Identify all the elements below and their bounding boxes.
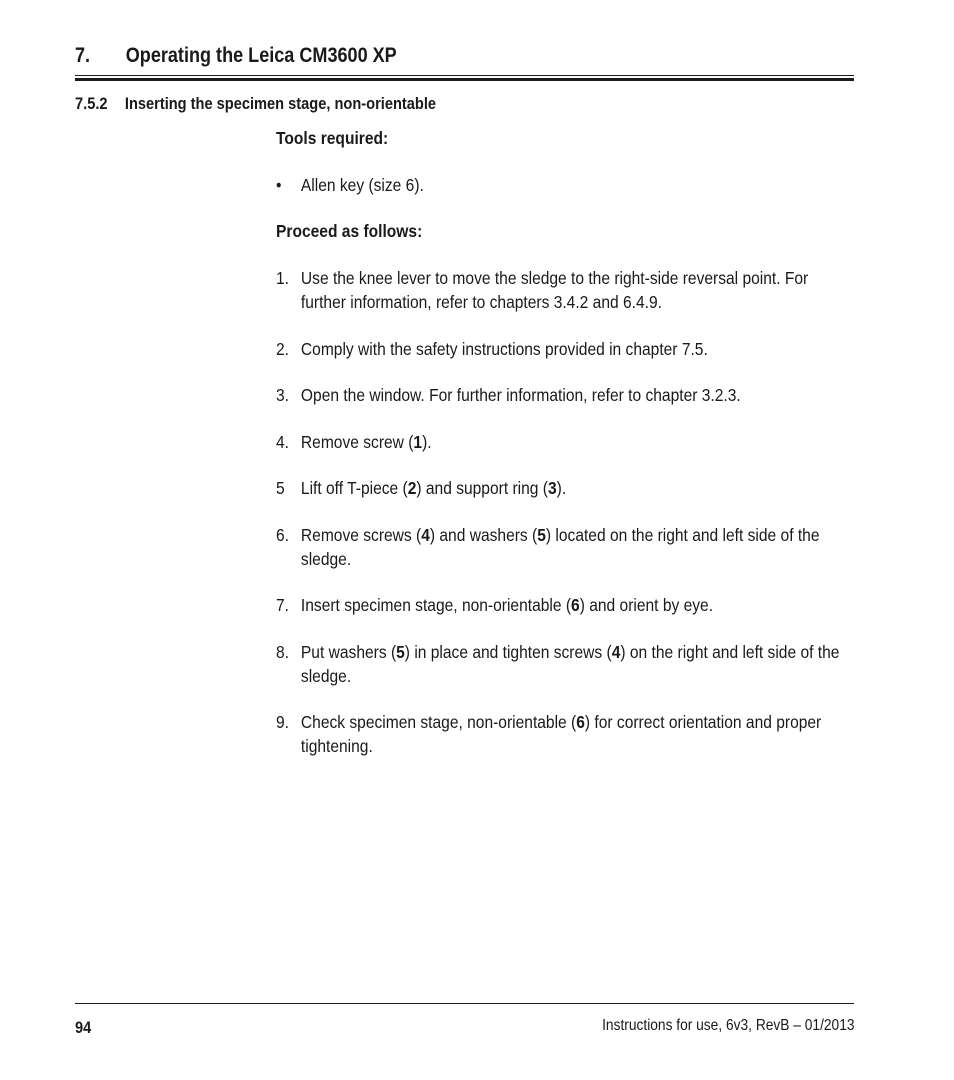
step-number: 3. bbox=[276, 385, 290, 405]
chapter-number: 7. bbox=[75, 44, 91, 67]
chapter-header bbox=[75, 44, 745, 68]
step-item bbox=[276, 593, 855, 617]
callout-number: 2 bbox=[407, 478, 417, 498]
step-text: Remove screw (1). bbox=[300, 431, 432, 452]
bullet-marker: • bbox=[276, 175, 282, 195]
step-number: 4. bbox=[276, 431, 290, 452]
tools-list-item bbox=[276, 173, 855, 197]
step-number: 2. bbox=[276, 338, 290, 359]
procedure-heading: Proceed as follows: bbox=[276, 221, 423, 241]
callout-number: 4 bbox=[611, 641, 621, 662]
step-text: Open the window. For further information, refer to chapter 3.2.3. bbox=[300, 385, 741, 405]
procedure-steps bbox=[276, 266, 855, 758]
step-item bbox=[276, 383, 855, 407]
section-number: 7.5.2 bbox=[75, 94, 108, 113]
main-content bbox=[276, 126, 854, 758]
step-text: Put washers (5) in place and tighten screws (4) on the right and left side of the sledge. bbox=[300, 641, 840, 686]
step-item bbox=[276, 266, 855, 314]
footer-rule bbox=[75, 1003, 854, 1004]
step-number: 9. bbox=[276, 712, 290, 732]
section-heading bbox=[75, 94, 436, 114]
step-item bbox=[276, 476, 855, 500]
step-text: Comply with the safety instructions provided in chapter 7.5. bbox=[300, 338, 708, 359]
step-item bbox=[276, 710, 855, 758]
step-item bbox=[276, 523, 855, 571]
step-number: 5 bbox=[276, 478, 285, 498]
step-item bbox=[276, 337, 855, 361]
footer-document-info: Instructions for use, 6v3, RevB – 01/2013 bbox=[601, 1017, 854, 1034]
step-item bbox=[276, 640, 855, 688]
callout-number: 6 bbox=[576, 712, 585, 732]
callout-number: 6 bbox=[571, 595, 580, 615]
step-text: Remove screws (4) and washers (5) located on the right and left side of the sledge. bbox=[300, 524, 820, 569]
step-number: 1. bbox=[276, 268, 290, 288]
tools-list bbox=[276, 173, 855, 197]
step-text: Lift off T-piece (2) and support ring (3). bbox=[300, 478, 567, 498]
page-number: 94 bbox=[75, 1018, 92, 1037]
step-text: Use the knee lever to move the sledge to the right-side reversal point. For further information, refer to chapters 3.4.2 and 6.4.9. bbox=[300, 268, 809, 312]
callout-number: 3 bbox=[547, 478, 557, 498]
step-text: Insert specimen stage, non-orientable (6) and orient by eye. bbox=[300, 595, 714, 615]
callout-number: 1 bbox=[413, 431, 423, 452]
callout-number: 5 bbox=[396, 641, 405, 662]
chapter-title: Operating the Leica CM3600 XP bbox=[125, 44, 397, 67]
step-item bbox=[276, 430, 855, 454]
section-title: Inserting the specimen stage, non-orientable bbox=[124, 94, 437, 113]
step-number: 8. bbox=[276, 641, 290, 662]
tools-heading: Tools required: bbox=[276, 128, 389, 148]
tools-item-text: Allen key (size 6). bbox=[300, 175, 424, 195]
header-rule-thick bbox=[75, 78, 854, 81]
step-number: 6. bbox=[276, 524, 290, 545]
header-rule-thin bbox=[75, 75, 854, 76]
callout-number: 5 bbox=[537, 524, 546, 545]
step-text: Check specimen stage, non-orientable (6) for correct orientation and proper tightening. bbox=[300, 712, 822, 756]
callout-number: 4 bbox=[421, 524, 430, 545]
step-number: 7. bbox=[276, 595, 290, 615]
